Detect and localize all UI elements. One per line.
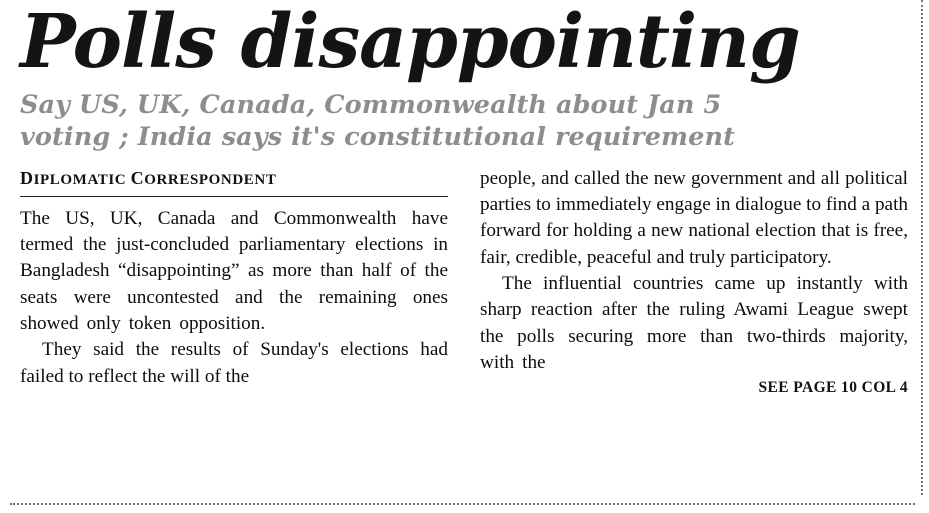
column-right <box>478 166 910 397</box>
byline-word1-cap: D <box>20 167 34 188</box>
body-text-left <box>20 206 448 390</box>
article-columns <box>18 166 907 397</box>
paragraph: The US, UK, Canada and Commonwealth have termed the just-concluded parliamentary elections in Bangladesh “disappointing” as more than half of the seats were uncontested and the remaining ones showed only token opposition. <box>20 207 448 334</box>
bottom-edge-dotted-rule <box>10 503 915 505</box>
headline: Polls disappointing <box>20 0 800 85</box>
column-left <box>18 166 450 397</box>
body-text-right <box>480 166 908 376</box>
byline-word1-rest: IPLOMATIC <box>33 171 127 188</box>
paragraph: people, and called the new government and all political parties to immediately engage in dialogue to find a path forward for holding a new national election that is free, fair, credible, peaceful and truly participatory. <box>480 167 908 268</box>
byline-word2-rest: ORRESPONDENT <box>144 171 277 188</box>
subheadline-line-1: Say US, UK, Canada, Commonwealth about Jan 5 <box>20 89 722 120</box>
byline <box>20 168 450 189</box>
subheadline-line-2: voting ; India says it's constitutional requirement <box>20 122 735 153</box>
subheadline <box>20 89 907 154</box>
paragraph: The influential countries came up instantly with sharp reaction after the ruling Awami League swept the polls securing more than two-thirds majority, with the <box>480 272 908 373</box>
right-edge-dotted-rule <box>921 0 923 495</box>
paragraph: They said the results of Sunday's elections had failed to reflect the will of the <box>20 339 448 387</box>
jump-line: SEE PAGE 10 COL 4 <box>758 379 908 397</box>
byline-divider <box>20 196 448 197</box>
byline-word2-cap: C <box>130 167 145 188</box>
